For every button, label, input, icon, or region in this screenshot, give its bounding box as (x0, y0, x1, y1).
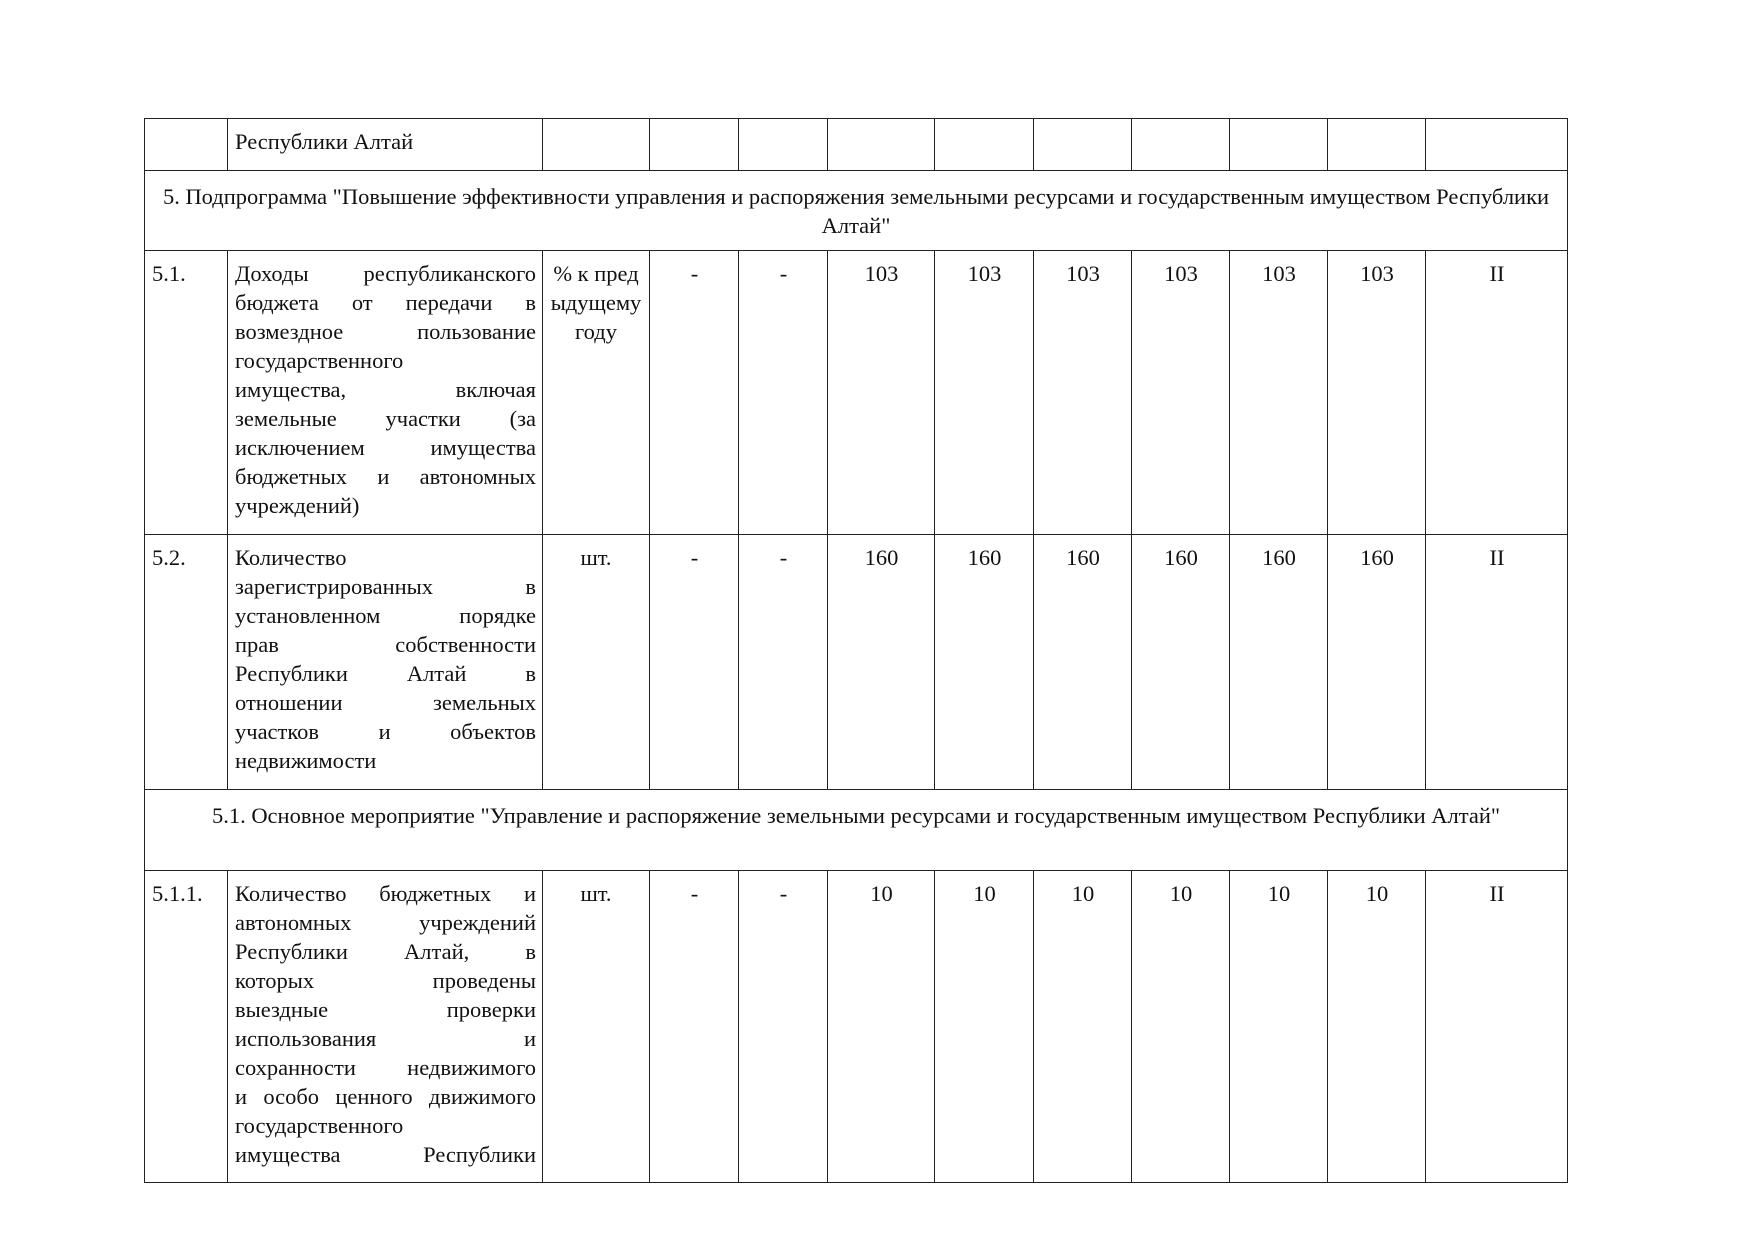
table-row (145, 871, 1568, 1183)
section-title: 5. Подпрограмма "Повышение эффективности управления и распоряжения земельными ресурсами и государственным имуществом Республики Алтай" (145, 171, 1568, 251)
row-category: II (1426, 871, 1568, 1183)
table-row (145, 119, 1568, 171)
section-row (145, 790, 1568, 871)
row-value: 160 (1230, 535, 1328, 790)
row-category: II (1426, 251, 1568, 535)
document-page (144, 118, 1568, 1183)
row-value: 10 (1328, 871, 1426, 1183)
table-row (145, 535, 1568, 790)
row-value: 160 (1034, 535, 1132, 790)
row-name-text: Республики Алтай (235, 129, 414, 154)
row-value: - (739, 535, 828, 790)
row-unit: % к предыдущему году (543, 251, 650, 535)
row-value: 160 (1132, 535, 1230, 790)
row-value: 160 (828, 535, 935, 790)
row-value: - (739, 871, 828, 1183)
row-name: Количество бюджетных и автономных учреждений Республики Алтай, в которых проведены выездные проверки использования и сохранности недвижимого и особо ценного движимого государственного имущества Республики (228, 871, 543, 1183)
row-unit: шт. (543, 871, 650, 1183)
row-value: - (650, 251, 739, 535)
row-value: 160 (1328, 535, 1426, 790)
row-value: 103 (828, 251, 935, 535)
row-category: II (1426, 535, 1568, 790)
row-value: 10 (1230, 871, 1328, 1183)
section-row (145, 171, 1568, 251)
indicators-table (144, 118, 1568, 1183)
row-code: 5.1. (145, 251, 228, 535)
row-value: 103 (1132, 251, 1230, 535)
row-code-cell (145, 119, 228, 171)
row-unit: шт. (543, 535, 650, 790)
row-value: 103 (935, 251, 1034, 535)
row-name: Количество зарегистрированных в установленном порядке прав собственности Республики Алтай в отношении земельных участков и объектов недвижимости (228, 535, 543, 790)
row-value: - (650, 871, 739, 1183)
row-value: - (650, 535, 739, 790)
row-value: 10 (1132, 871, 1230, 1183)
row-value: - (739, 251, 828, 535)
row-name: Доходы республиканского бюджета от передачи в возмездное пользование государственного имущества, включая земельные участки (за исключением имущества бюджетных и автономных учреждений) (228, 251, 543, 535)
row-value: 10 (1034, 871, 1132, 1183)
row-value: 10 (935, 871, 1034, 1183)
row-value: 160 (935, 535, 1034, 790)
row-value: 103 (1034, 251, 1132, 535)
row-name-cell (228, 119, 543, 171)
row-code: 5.1.1. (145, 871, 228, 1183)
row-value: 10 (828, 871, 935, 1183)
section-title: 5.1. Основное мероприятие "Управление и распоряжение земельными ресурсами и государственным имуществом Республики Алтай" (145, 790, 1568, 871)
row-value: 103 (1230, 251, 1328, 535)
row-value: 103 (1328, 251, 1426, 535)
row-code: 5.2. (145, 535, 228, 790)
table-row (145, 251, 1568, 535)
